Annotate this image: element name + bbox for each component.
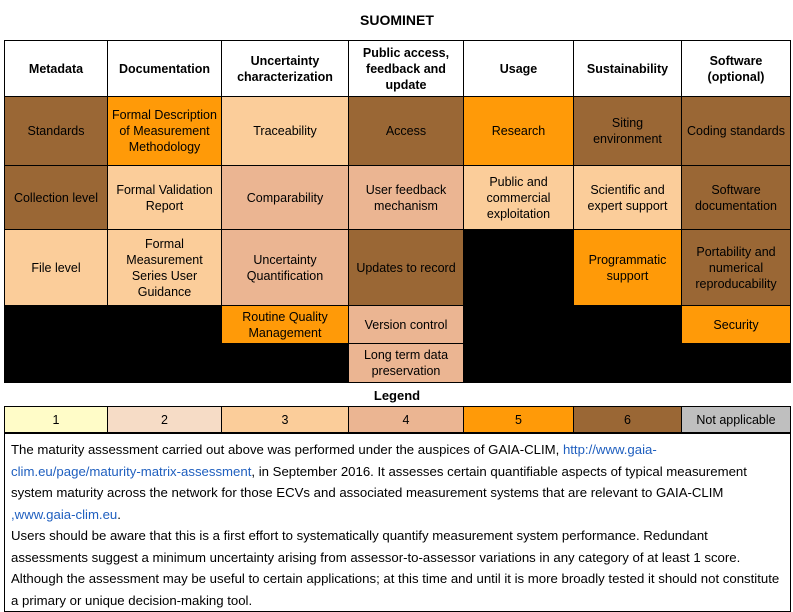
matrix-cell: Scientific and expert support	[574, 166, 682, 230]
matrix-cell	[5, 344, 108, 383]
matrix-cell: Formal Description of Measurement Methodology	[108, 97, 222, 166]
maturity-matrix-link[interactable]: http://www.gaia-clim.eu/page/maturity-matrix-assessment	[11, 442, 657, 479]
matrix-row	[5, 344, 791, 383]
matrix-cell: Formal Validation Report	[108, 166, 222, 230]
matrix-cell: Standards	[5, 97, 108, 166]
matrix-cell: Programmatic support	[574, 230, 682, 306]
matrix-row	[5, 97, 791, 166]
matrix-cell: Comparability	[222, 166, 349, 230]
matrix-cell: Long term data preservation	[349, 344, 464, 383]
header-sustainability: Sustainability	[574, 41, 682, 97]
matrix-title: SUOMINET	[360, 12, 434, 28]
note-text: The maturity assessment carried out above was performed under the auspices of GAIA-CLIM,	[11, 442, 563, 457]
matrix-cell	[464, 230, 574, 306]
matrix-cell	[108, 344, 222, 383]
matrix-cell: Routine Quality Management	[222, 306, 349, 344]
matrix-cell	[464, 306, 574, 344]
header-documentation: Documentation	[108, 41, 222, 97]
matrix-cell: Portability and numerical reproducability	[682, 230, 791, 306]
legend-item: 1	[5, 407, 108, 433]
legend-item: 4	[349, 407, 464, 433]
legend	[4, 406, 791, 433]
matrix-cell: User feedback mechanism	[349, 166, 464, 230]
matrix-cell: Version control	[349, 306, 464, 344]
matrix-cell	[574, 344, 682, 383]
matrix-row	[5, 230, 791, 306]
matrix-row	[5, 166, 791, 230]
matrix-cell	[574, 306, 682, 344]
disclaimer-note	[4, 433, 791, 612]
matrix-cell	[682, 344, 791, 383]
legend-item: Not applicable	[682, 407, 791, 433]
header-public-access: Public access, feedback and update	[349, 41, 464, 97]
matrix-cell: Collection level	[5, 166, 108, 230]
header-usage: Usage	[464, 41, 574, 97]
header-metadata: Metadata	[5, 41, 108, 97]
matrix-cell	[222, 344, 349, 383]
matrix-cell: Coding standards	[682, 97, 791, 166]
legend-item: 2	[108, 407, 222, 433]
legend-item: 5	[464, 407, 574, 433]
matrix-cell: Access	[349, 97, 464, 166]
maturity-matrix	[4, 40, 791, 383]
legend-item: 6	[574, 407, 682, 433]
matrix-cell: Updates to record	[349, 230, 464, 306]
matrix-cell: Research	[464, 97, 574, 166]
header-row	[5, 41, 791, 97]
matrix-cell: Formal Measurement Series User Guidance	[108, 230, 222, 306]
header-uncertainty: Uncertainty characterization	[222, 41, 349, 97]
matrix-cell: Siting environment	[574, 97, 682, 166]
gaia-clim-link[interactable]: ,www.gaia-clim.eu	[11, 506, 118, 522]
note-text: .	[117, 506, 121, 522]
matrix-cell: Software documentation	[682, 166, 791, 230]
note-text: Users should be aware that this is a first effort to systematically quantify measurement system performance. Redundant assessments suggest a minimum uncertainty arising from assessor-to-assessor variations in any category of at least 1 score. Although the assessment may be useful to certain applications; at this time and until it is more broadly tested it should not constitute a primary or unique decision-making tool.	[11, 528, 780, 608]
legend-item: 3	[222, 407, 349, 433]
matrix-cell	[464, 344, 574, 383]
note-text: , in September 2016. It assesses certain quantifiable aspects of typical measurement system maturity across the network for those ECVs and associated measurement systems that are relevant to GAIA-CLIM	[11, 463, 747, 500]
matrix-cell: Security	[682, 306, 791, 344]
matrix-cell: Public and commercial exploitation	[464, 166, 574, 230]
matrix-row	[5, 306, 791, 344]
matrix-cell	[5, 306, 108, 344]
header-software: Software (optional)	[682, 41, 791, 97]
matrix-cell: Traceability	[222, 97, 349, 166]
matrix-cell: File level	[5, 230, 108, 306]
legend-title: Legend	[373, 388, 421, 403]
matrix-cell	[108, 306, 222, 344]
matrix-cell: Uncertainty Quantification	[222, 230, 349, 306]
